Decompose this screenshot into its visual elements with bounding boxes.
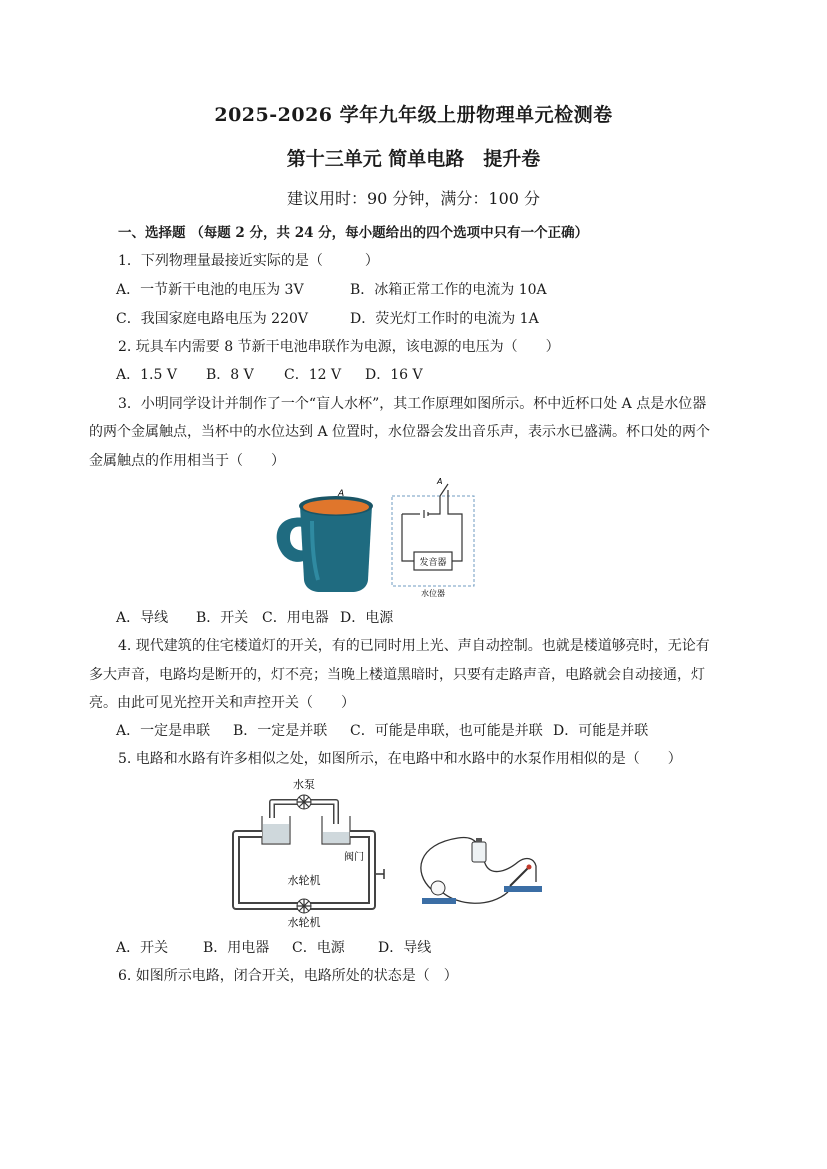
- q4-option-c: C．可能是串联，也可能是并联: [350, 723, 543, 739]
- q4-option-d: D．可能是并联: [553, 723, 649, 739]
- q2-option-d: D．16 V: [365, 367, 423, 383]
- left-beaker-water: [263, 824, 289, 843]
- loop-pipe: [236, 834, 372, 906]
- coffee-surface: [303, 500, 369, 515]
- q4-option-b: B．一定是并联: [233, 723, 328, 739]
- q3-line3: 金属触点的作用相当于（ ）: [89, 453, 285, 469]
- q1-option-d: D．荧光灯工作时的电流为 1A: [350, 311, 539, 327]
- fig-turbine: 水轮机: [287, 874, 321, 887]
- fig-buzzer: 发音器: [419, 558, 447, 568]
- q1-option-b: B．冰箱正常工作的电流为 10A: [350, 282, 547, 298]
- fig-label-a: A: [338, 489, 345, 499]
- loop-pipe-inner: [236, 834, 372, 906]
- battery: [472, 842, 486, 862]
- switch-base: [504, 886, 542, 892]
- pump-blades: [297, 795, 311, 809]
- unit-subtitle: 第十三单元 简单电路 提升卷: [286, 148, 541, 170]
- switch-lever: [510, 868, 528, 886]
- fig-caption: 水位器: [421, 589, 445, 598]
- q4-line1: 4. 现代建筑的住宅楼道灯的开关，有的已同时用上光、声自动控制。也就是楼道够亮时，无论有: [118, 638, 710, 654]
- q1-option-a: A．一节新干电池的电压为 3V: [116, 282, 304, 298]
- q2-option-b: B．8 V: [206, 367, 254, 383]
- q5-option-a: A．开关: [116, 940, 169, 956]
- time-info: 建议用时：90 分钟，满分：100 分: [286, 189, 541, 208]
- fig-label-a2: A: [437, 477, 443, 486]
- bulb-base: [422, 898, 456, 904]
- section-heading: 一、选择题 （每题 2 分，共 24 分，每小题给出的四个选项中只有一个正确）: [118, 225, 589, 241]
- q4-option-a: A．一定是串联: [116, 723, 211, 739]
- q2-option-a: A．1.5 V: [116, 367, 177, 383]
- blind-cup-figure: [272, 476, 482, 600]
- q4-line3: 亮。由此可见光控开关和声控开关（ ）: [89, 695, 355, 711]
- q1-option-c: C．我国家庭电路电压为 220V: [116, 311, 308, 327]
- q3-option-b: B．开关: [196, 610, 249, 626]
- right-beaker-water: [323, 832, 349, 843]
- q3-option-d: D．电源: [340, 610, 394, 626]
- fig-valve: 阀门: [344, 852, 364, 863]
- q1-stem: 1．下列物理量最接近实际的是（ ）: [118, 253, 379, 269]
- q3-line1: 3．小明同学设计并制作了一个“盲人水杯”，其工作原理如图所示。杯中近杯口处 A 点是水位器: [118, 396, 707, 412]
- q3-option-a: A．导线: [116, 610, 169, 626]
- q5-option-b: B．用电器: [203, 940, 270, 956]
- electric-circuit-figure: [408, 822, 548, 914]
- mug-body: [300, 506, 372, 592]
- q2-stem: 2. 玩具车内需要 8 节新干电池串联作为电源，该电源的电压为（ ）: [118, 339, 560, 355]
- q3-line2: 的两个金属触点，当杯中的水位达到 A 位置时，水位器会发出音乐声，表示水已盛满。杯口处的两个: [89, 424, 711, 440]
- q3-option-c: C．用电器: [262, 610, 329, 626]
- switch-handle: [527, 865, 532, 870]
- battery-terminal: [476, 838, 482, 842]
- bulb: [431, 881, 445, 895]
- q6-stem: 6. 如图所示电路，闭合开关，电路所处的状态是（ ）: [118, 968, 458, 984]
- q5-option-d: D．导线: [378, 940, 432, 956]
- q4-line2: 多大声音，电路均是断开的，灯不亮；当晚上楼道黑暗时，只要有走路声音，电路就会自动接通，灯: [89, 667, 705, 683]
- fig-pump: 水泵: [293, 778, 315, 791]
- q5-stem: 5. 电路和水路有许多相似之处，如图所示，在电路中和水路中的水泵作用相似的是（ ）: [118, 751, 682, 767]
- q5-option-c: C．电源: [292, 940, 345, 956]
- wire-right: [484, 859, 536, 882]
- fig-turbine2: 水轮机: [287, 916, 321, 929]
- water-circuit-figure: [228, 774, 388, 930]
- turbine-blades: [297, 899, 311, 913]
- q2-option-c: C．12 V: [284, 367, 342, 383]
- circuit-wires: [402, 490, 462, 561]
- exam-title: 2025-2026 学年九年级上册物理单元检测卷: [214, 104, 613, 126]
- wire-left: [421, 837, 478, 890]
